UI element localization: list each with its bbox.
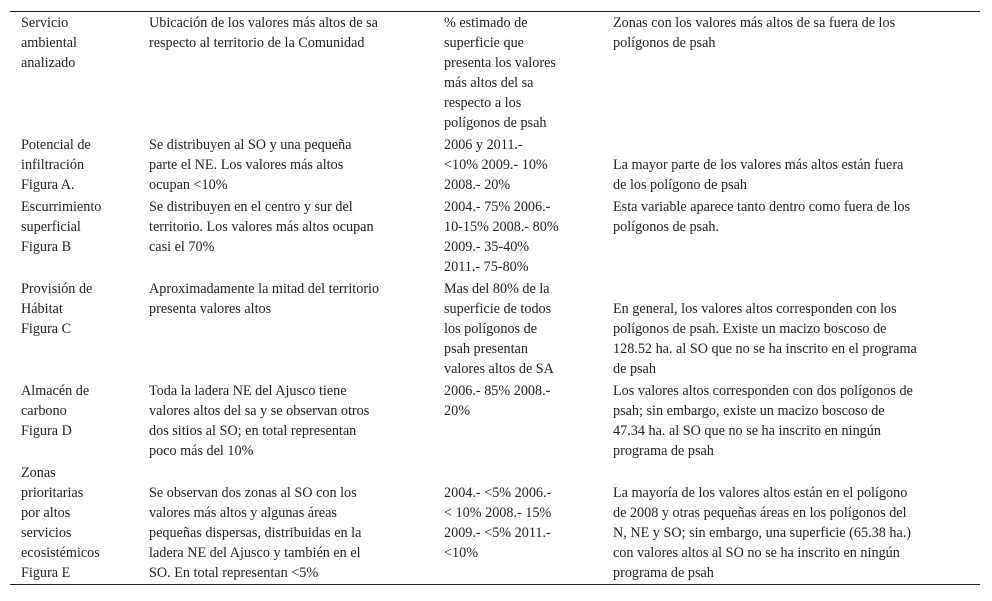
cell-text-line: Potencial de (21, 137, 91, 153)
table-row (10, 380, 980, 462)
cell-text-line: Figura D (21, 423, 72, 439)
cell-text-line: presenta valores altos (149, 301, 272, 317)
cell-text-line: parte el NE. Los valores más altos (149, 157, 344, 173)
cell-text-line: pequeñas dispersas, distribuidas en la (149, 525, 362, 541)
cell-text-line: dos sitios al SO; en total representan (149, 423, 357, 439)
cell-text-line: con valores altos al SO no se ha inscrito en ningún (613, 545, 900, 561)
cell-text-line: los polígonos de (444, 321, 538, 337)
table-cell-c4 (602, 134, 980, 196)
table-row (10, 278, 980, 380)
cell-text-line: 2008.- 20% (444, 177, 511, 193)
header-cell-c1 (10, 12, 138, 135)
cell-text-line: Zonas (21, 465, 56, 481)
table-cell-c2 (138, 462, 433, 585)
cell-text-line: Se observan dos zonas al SO con los (149, 485, 357, 501)
cell-text-line: Aproximadamente la mitad del territorio (149, 281, 380, 297)
cell-text-line: ladera NE del Ajusco y también en el (149, 545, 361, 561)
table-body (10, 12, 980, 585)
cell-text-line: ecosistémicos (21, 545, 100, 561)
table-cell-c4 (602, 278, 980, 380)
cell-text-line: <10% (444, 545, 479, 561)
cell-text-line: superficie que (444, 35, 524, 51)
cell-text-line: 2009.- <5% 2011.- (444, 525, 551, 541)
cell-text-line: Ubicación de los valores más altos de sa (149, 15, 378, 31)
cell-text-line: presenta los valores (444, 55, 556, 71)
cell-text-line: Figura E (21, 565, 71, 581)
table-cell-c4 (602, 462, 980, 585)
cell-text-line: Figura A. (21, 177, 75, 193)
cell-text-line: programa de psah (613, 443, 714, 459)
cell-text-line: respecto al territorio de la Comunidad (149, 35, 365, 51)
table-cell-c1 (10, 462, 138, 585)
table-cell-c2 (138, 196, 433, 278)
cell-text-line: superficie de todos (444, 301, 552, 317)
table-row (10, 196, 980, 278)
cell-text-line: Provisión de (21, 281, 93, 297)
cell-text-line: psah; sin embargo, existe un macizo boscoso de (613, 403, 885, 419)
table-cell-c3 (433, 380, 602, 462)
cell-text-line: Zonas con los valores más altos de sa fuera de los (613, 15, 896, 31)
table-cell-c3 (433, 462, 602, 585)
cell-text-line: valores altos del sa y se observan otros (149, 403, 370, 419)
cell-text-line: La mayor parte de los valores más altos están fuera (613, 157, 904, 173)
cell-text-line: Se distribuyen al SO y una pequeña (149, 137, 352, 153)
cell-text-line: SO. En total representan <5% (149, 565, 319, 581)
table-cell-c2 (138, 278, 433, 380)
table-header-row (10, 12, 980, 135)
table-cell-c2 (138, 134, 433, 196)
cell-text-line: valores altos de SA (444, 361, 554, 377)
table-cell-c1 (10, 380, 138, 462)
cell-text-line: valores más altos y algunas áreas (149, 505, 337, 521)
cell-text-line: de psah (613, 361, 656, 377)
cell-text-line: % estimado de (444, 15, 528, 31)
cell-text-line: ocupan <10% (149, 177, 228, 193)
cell-text-line: Los valores altos corresponden con dos polígonos de (613, 383, 913, 399)
table-row (10, 134, 980, 196)
cell-text-line: superficial (21, 219, 81, 235)
cell-text-line: 2004.- <5% 2006.- (444, 485, 552, 501)
cell-text-line: 20% (444, 403, 471, 419)
cell-text-line: ambiental (21, 35, 77, 51)
table-cell-c1 (10, 196, 138, 278)
cell-text-line: analizado (21, 55, 76, 71)
cell-text-line: 128.52 ha. al SO que no se ha inscrito en el programa (613, 341, 917, 357)
cell-text-line: Toda la ladera NE del Ajusco tiene (149, 383, 347, 399)
cell-text-line: < 10% 2008.- 15% (444, 505, 552, 521)
cell-text-line: Mas del 80% de la (444, 281, 550, 297)
table-cell-c4 (602, 380, 980, 462)
cell-text-line: 2006 y 2011.- (444, 137, 523, 153)
cell-text-line: 2006.- 85% 2008.- (444, 383, 551, 399)
cell-text-line: respecto a los (444, 95, 522, 111)
cell-text-line: Figura C (21, 321, 72, 337)
cell-text-line: de los polígono de psah (613, 177, 747, 193)
cell-text-line: servicios (21, 525, 72, 541)
table-cell-c3 (433, 134, 602, 196)
cell-text-line: polígonos de psah. Existe un macizo boscoso de (613, 321, 887, 337)
cell-text-line: <10% 2009.- 10% (444, 157, 548, 173)
cell-text-line: Se distribuyen en el centro y sur del (149, 199, 353, 215)
table-row (10, 462, 980, 585)
cell-text-line: polígonos de psah (613, 35, 716, 51)
header-cell-c3 (433, 12, 602, 135)
cell-text-line: territorio. Los valores más altos ocupan (149, 219, 374, 235)
cell-text-line: carbono (21, 403, 67, 419)
table-cell-c1 (10, 278, 138, 380)
services-table (10, 11, 980, 585)
cell-text-line: 47.34 ha. al SO que no se ha inscrito en ningún (613, 423, 881, 439)
cell-text-line: Esta variable aparece tanto dentro como fuera de los (613, 199, 911, 215)
table-cell-c2 (138, 380, 433, 462)
cell-text-line: 2009.- 35-40% (444, 239, 530, 255)
cell-text-line: casi el 70% (149, 239, 215, 255)
cell-text-line: La mayoría de los valores altos están en el polígono (613, 485, 908, 501)
header-cell-c4 (602, 12, 980, 135)
cell-text-line: psah presentan (444, 341, 528, 357)
cell-text-line: polígonos de psah (444, 115, 547, 131)
cell-text-line: infiltración (21, 157, 85, 173)
cell-text-line: Servicio (21, 15, 69, 31)
table-cell-c3 (433, 196, 602, 278)
cell-text-line: poco más del 10% (149, 443, 254, 459)
cell-text-line: por altos (21, 505, 71, 521)
cell-text-line: Hábitat (21, 301, 63, 317)
cell-text-line: prioritarias (21, 485, 84, 501)
table-cell-c1 (10, 134, 138, 196)
cell-text-line: 2011.- 75-80% (444, 259, 529, 275)
cell-text-line: 10-15% 2008.- 80% (444, 219, 559, 235)
cell-text-line: polígonos de psah. (613, 219, 720, 235)
cell-text-line: N, NE y SO; sin embargo, una superficie (65.38 ha.) (613, 525, 912, 541)
header-cell-c2 (138, 12, 433, 135)
cell-text-line: Figura B (21, 239, 72, 255)
table-cell-c4 (602, 196, 980, 278)
cell-text-line: Almacén de (21, 383, 90, 399)
cell-text-line: Escurrimiento (21, 199, 102, 215)
cell-text-line: más altos del sa (444, 75, 534, 91)
cell-text-line: En general, los valores altos corresponden con los (613, 301, 897, 317)
cell-text-line: programa de psah (613, 565, 714, 581)
table-cell-c3 (433, 278, 602, 380)
cell-text-line: de 2008 y otras pequeñas áreas en los polígonos del (613, 505, 907, 521)
cell-text-line: 2004.- 75% 2006.- (444, 199, 551, 215)
